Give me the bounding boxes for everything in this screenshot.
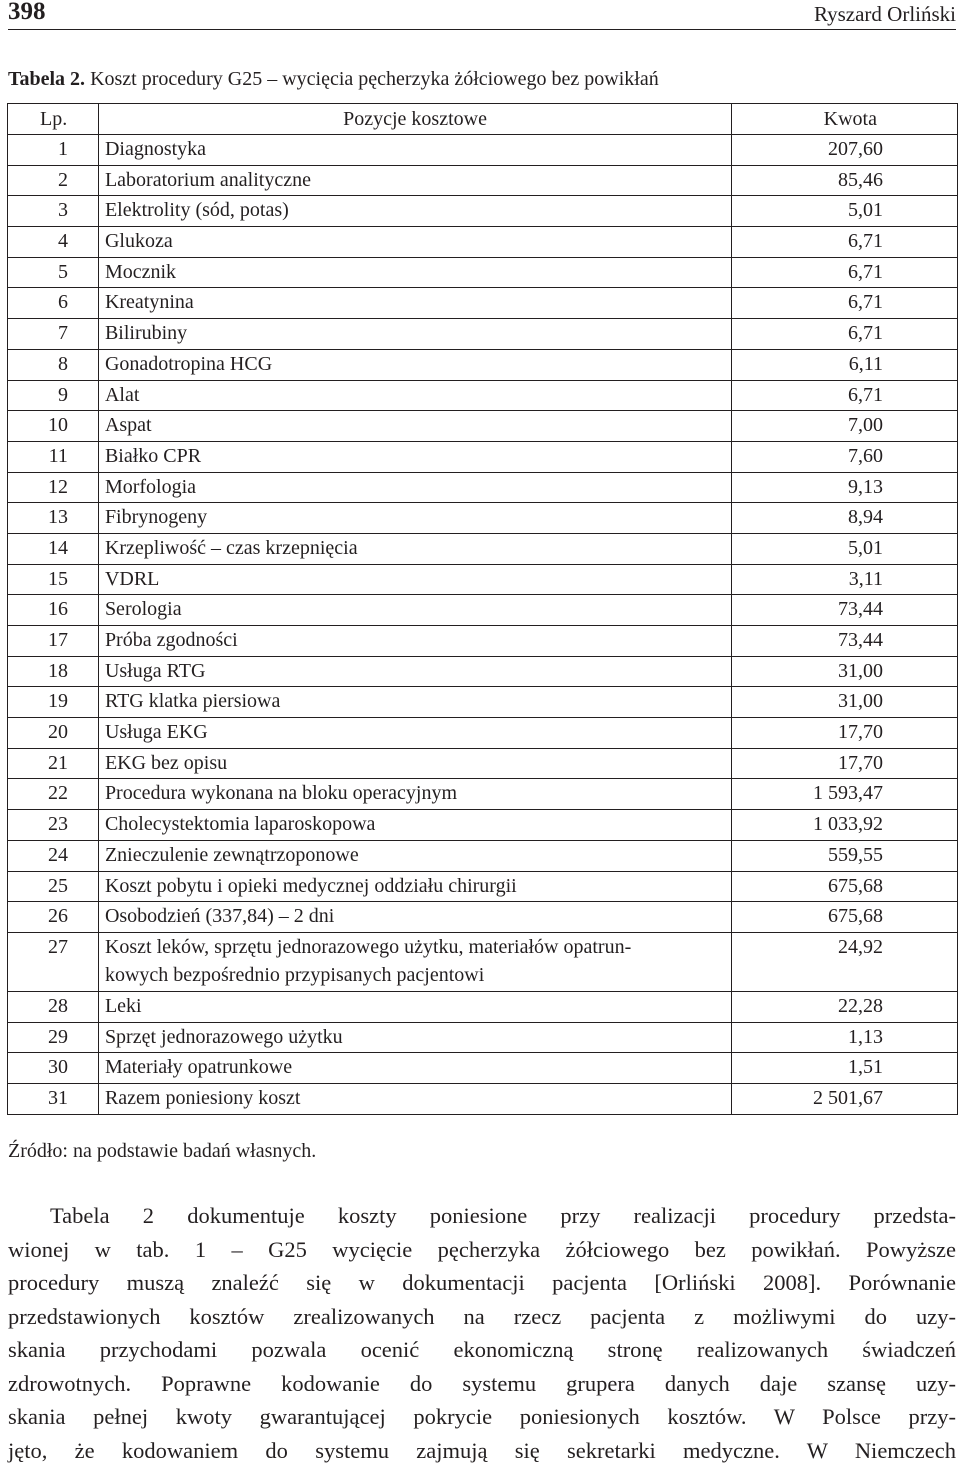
row-lp: 5 xyxy=(8,257,99,288)
row-lp: 18 xyxy=(8,656,99,687)
table-row xyxy=(8,533,958,564)
table-caption-label: Tabela 2. xyxy=(8,68,86,90)
table-row xyxy=(8,840,958,871)
row-cost-item: Leki xyxy=(98,991,731,1022)
row-cost-item: Sprzęt jednorazowego użytku xyxy=(98,1022,731,1053)
row-amount: 6,71 xyxy=(732,380,958,411)
header-lp: Lp. xyxy=(8,104,99,135)
row-amount: 24,92 xyxy=(732,932,958,991)
paragraph-line: skania przychodami pozwala ocenić ekonomiczną stronę realizowanych świadczeń xyxy=(8,1337,956,1362)
table-row xyxy=(8,871,958,902)
row-cost-item: RTG klatka piersiowa xyxy=(98,687,731,718)
table-row xyxy=(8,135,958,166)
row-amount: 1,51 xyxy=(732,1053,958,1084)
row-lp: 3 xyxy=(8,196,99,227)
table-row xyxy=(8,227,958,258)
table-row xyxy=(8,441,958,472)
row-lp: 2 xyxy=(8,165,99,196)
row-cost-item: Fibrynogeny xyxy=(98,503,731,534)
row-cost-item: Morfologia xyxy=(98,472,731,503)
page-header xyxy=(8,0,956,30)
row-lp: 4 xyxy=(8,227,99,258)
row-cost-item: Laboratorium analityczne xyxy=(98,165,731,196)
row-cost-item: Diagnostyka xyxy=(98,135,731,166)
row-cost-item-line: Koszt leków, sprzętu jednorazowego użytku, materiałów opatrun- xyxy=(104,935,632,958)
table-row xyxy=(8,748,958,779)
table-caption-text: Koszt procedury G25 – wycięcia pęcherzyka żółciowego bez powikłań xyxy=(90,68,659,90)
table-caption xyxy=(8,68,659,91)
table-row xyxy=(8,656,958,687)
table-row xyxy=(8,319,958,350)
row-lp: 9 xyxy=(8,380,99,411)
row-lp: 14 xyxy=(8,533,99,564)
row-cost-item: VDRL xyxy=(98,564,731,595)
row-amount: 17,70 xyxy=(732,718,958,749)
row-lp: 27 xyxy=(8,932,99,991)
row-cost-item: Procedura wykonana na bloku operacyjnym xyxy=(98,779,731,810)
row-cost-item: Elektrolity (sód, potas) xyxy=(98,196,731,227)
table-row xyxy=(8,288,958,319)
row-amount: 9,13 xyxy=(732,472,958,503)
row-amount: 2 501,67 xyxy=(732,1083,958,1114)
row-lp: 11 xyxy=(8,441,99,472)
row-cost-item: Gonadotropina HCG xyxy=(98,349,731,380)
row-amount: 31,00 xyxy=(732,687,958,718)
row-amount: 22,28 xyxy=(732,991,958,1022)
row-amount: 1 593,47 xyxy=(732,779,958,810)
row-cost-item: Koszt pobytu i opieki medycznej oddziału chirurgii xyxy=(98,871,731,902)
row-cost-item: Materiały opatrunkowe xyxy=(98,1053,731,1084)
header-amount: Kwota xyxy=(732,104,958,135)
row-lp: 6 xyxy=(8,288,99,319)
table-header-row xyxy=(8,104,958,135)
row-amount: 17,70 xyxy=(732,748,958,779)
table-row xyxy=(8,687,958,718)
table-row xyxy=(8,472,958,503)
table-row xyxy=(8,349,958,380)
row-cost-item-line: kowych bezpośrednio przypisanych pacjentowi xyxy=(104,963,485,986)
row-amount: 675,68 xyxy=(732,871,958,902)
row-amount: 1,13 xyxy=(732,1022,958,1053)
body-paragraph xyxy=(8,1199,956,1467)
paragraph-line: procedury muszą znaleźć się w dokumentacji pacjenta [Orliński 2008]. Porównanie xyxy=(8,1270,956,1295)
row-cost-item: Białko CPR xyxy=(98,441,731,472)
row-lp: 25 xyxy=(8,871,99,902)
row-lp: 8 xyxy=(8,349,99,380)
running-head-author: Ryszard Orliński xyxy=(813,2,956,26)
paragraph-line: skania pełnej kwoty gwarantującej pokrycie poniesionych kosztów. W Polsce przy- xyxy=(8,1404,956,1429)
row-amount: 73,44 xyxy=(732,626,958,657)
row-lp: 30 xyxy=(8,1053,99,1084)
table-row xyxy=(8,718,958,749)
table-row xyxy=(8,626,958,657)
row-lp: 7 xyxy=(8,319,99,350)
row-cost-item: Kreatynina xyxy=(98,288,731,319)
row-lp: 10 xyxy=(8,411,99,442)
row-amount: 6,71 xyxy=(732,319,958,350)
row-lp: 1 xyxy=(8,135,99,166)
row-cost-item: Krzepliwość – czas krzepnięcia xyxy=(98,533,731,564)
paragraph-line: zdrowotnych. Poprawne kodowanie do systemu grupera danych daje szansę uzy- xyxy=(8,1370,956,1396)
row-lp: 19 xyxy=(8,687,99,718)
paragraph-line: jęto, że kodowaniem do systemu zajmują się sekretarki medyczne. W Niemczech xyxy=(8,1437,956,1463)
header-cost-items: Pozycje kosztowe xyxy=(98,104,731,135)
row-cost-item: Serologia xyxy=(98,595,731,626)
row-amount: 3,11 xyxy=(732,564,958,595)
table-row xyxy=(8,503,958,534)
row-cost-item: Aspat xyxy=(98,411,731,442)
row-amount: 73,44 xyxy=(732,595,958,626)
cost-table xyxy=(7,103,958,1115)
row-amount: 7,00 xyxy=(732,411,958,442)
row-amount: 5,01 xyxy=(732,533,958,564)
row-cost-item: Razem poniesiony koszt xyxy=(98,1083,731,1114)
row-cost-item: Glukoza xyxy=(98,227,731,258)
table-row xyxy=(8,1022,958,1053)
table-row xyxy=(8,810,958,841)
table-row xyxy=(8,779,958,810)
row-amount: 675,68 xyxy=(732,902,958,933)
row-lp: 23 xyxy=(8,810,99,841)
table-row xyxy=(8,991,958,1022)
row-lp: 31 xyxy=(8,1083,99,1114)
table-row xyxy=(8,932,958,991)
table-row xyxy=(8,902,958,933)
row-cost-item xyxy=(98,932,731,991)
table-row xyxy=(8,165,958,196)
table-row xyxy=(8,257,958,288)
table-row xyxy=(8,564,958,595)
row-lp: 17 xyxy=(8,626,99,657)
row-lp: 13 xyxy=(8,503,99,534)
row-cost-item: Usługa EKG xyxy=(98,718,731,749)
row-cost-item: EKG bez opisu xyxy=(98,748,731,779)
row-amount: 8,94 xyxy=(732,503,958,534)
page-number: 398 xyxy=(8,0,46,25)
row-lp: 20 xyxy=(8,718,99,749)
row-amount: 7,60 xyxy=(732,441,958,472)
row-lp: 15 xyxy=(8,564,99,595)
row-amount: 6,71 xyxy=(732,288,958,319)
paragraph-line: Tabela 2 dokumentuje koszty poniesione przy realizacji procedury przedsta- xyxy=(50,1203,956,1228)
row-amount: 1 033,92 xyxy=(732,810,958,841)
paragraph-line: wionej w tab. 1 – G25 wycięcie pęcherzyka żółciowego bez powikłań. Powyższe xyxy=(8,1236,956,1262)
row-cost-item: Znieczulenie zewnątrzoponowe xyxy=(98,840,731,871)
row-lp: 24 xyxy=(8,840,99,871)
table-row xyxy=(8,1053,958,1084)
table-row xyxy=(8,411,958,442)
row-cost-item: Cholecystektomia laparoskopowa xyxy=(98,810,731,841)
row-cost-item: Bilirubiny xyxy=(98,319,731,350)
table-row xyxy=(8,380,958,411)
row-lp: 12 xyxy=(8,472,99,503)
row-amount: 5,01 xyxy=(732,196,958,227)
table-row xyxy=(8,595,958,626)
row-amount: 559,55 xyxy=(732,840,958,871)
row-cost-item: Alat xyxy=(98,380,731,411)
row-cost-item: Próba zgodności xyxy=(98,626,731,657)
row-amount: 207,60 xyxy=(732,135,958,166)
row-amount: 6,71 xyxy=(732,227,958,258)
row-lp: 26 xyxy=(8,902,99,933)
table-row xyxy=(8,196,958,227)
row-amount: 6,11 xyxy=(732,349,958,380)
table-row xyxy=(8,1083,958,1114)
row-cost-item: Mocznik xyxy=(98,257,731,288)
row-amount: 31,00 xyxy=(732,656,958,687)
row-cost-item: Osobodzień (337,84) – 2 dni xyxy=(98,902,731,933)
row-cost-item: Usługa RTG xyxy=(98,656,731,687)
row-lp: 22 xyxy=(8,779,99,810)
row-lp: 16 xyxy=(8,595,99,626)
row-lp: 28 xyxy=(8,991,99,1022)
row-amount: 6,71 xyxy=(732,257,958,288)
row-amount: 85,46 xyxy=(732,165,958,196)
paragraph-line: przedstawionych kosztów zrealizowanych na rzecz pacjenta z możliwymi do uzy- xyxy=(8,1303,956,1329)
row-lp: 21 xyxy=(8,748,99,779)
row-lp: 29 xyxy=(8,1022,99,1053)
source-note: Źródło: na podstawie badań własnych. xyxy=(8,1140,317,1162)
table-body xyxy=(8,135,958,1115)
